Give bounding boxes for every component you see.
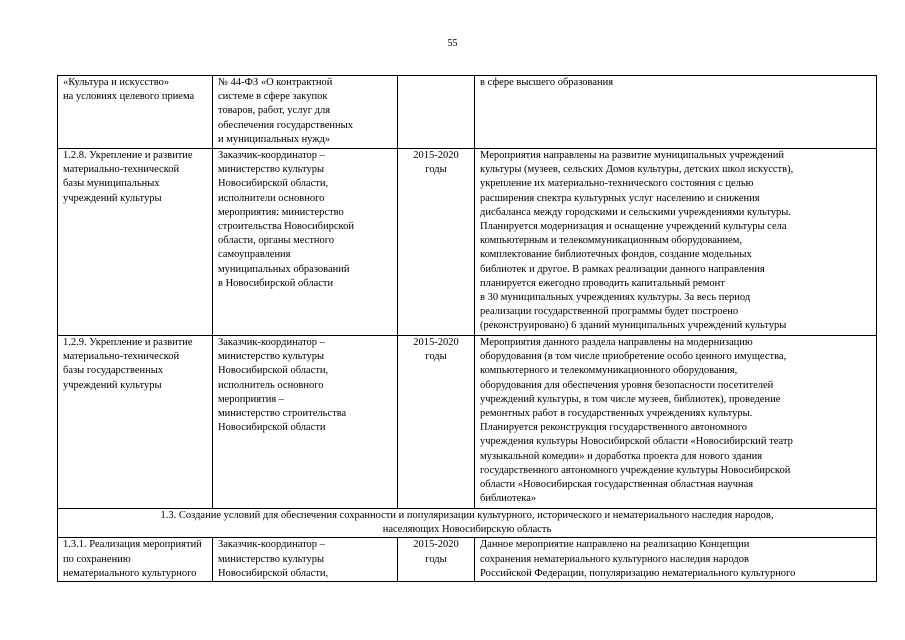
- responsible-cell: Заказчик-координатор – министерство культуры Новосибирской области,: [213, 538, 398, 582]
- measure-cell: 1.3.1. Реализация мероприятий по сохранению нематериального культурного: [58, 538, 213, 582]
- period-cell: 2015-2020 годы: [398, 336, 475, 509]
- measure-cell: 1.2.9. Укрепление и развитие материально-технической базы государственных учреждений культуры: [58, 336, 213, 509]
- table-row: [58, 76, 877, 149]
- responsible-cell: Заказчик-координатор – министерство культуры Новосибирской области, исполнители основного мероприятия: министерство строительства Новосибирской области, органы местного самоуправления муниципальных образований в Новосибирской области: [213, 149, 398, 336]
- table-row: [58, 538, 877, 582]
- description-cell: Данное мероприятие направлено на реализацию Концепции сохранения нематериального культурного наследия народов Российской Федерации, популяризацию нематериального культурного: [475, 538, 877, 582]
- page-number: 55: [447, 38, 458, 49]
- responsible-cell: Заказчик-координатор – министерство культуры Новосибирской области, исполнитель основного мероприятия – министерство строительства Новосибирской области: [213, 336, 398, 509]
- description-cell: Мероприятия направлены на развитие муниципальных учреждений культуры (музеев, сельских Домов культуры, детских школ искусств), укрепление их материально-технического состояния с целью расширения спектра культурных услуг населению и снижения дисбаланса между городскими и сельскими учреждениями культуры. Планируется модернизация и оснащение учреждений культуры села компьютерным и телекоммуникационным оборудованием, комплектование библиотечных фондов, создание модельных библиотек и другое. В рамках реализации данного направления планируется ежегодно проводить капитальный ремонт в 30 муниципальных учреждениях культуры. За весь период реализации государственной программы будет построено (реконструировано) 6 зданий муниципальных учреждений культуры: [475, 149, 877, 336]
- section-row: [58, 509, 877, 538]
- period-cell: [398, 76, 475, 149]
- period-cell: 2015-2020 годы: [398, 538, 475, 582]
- description-cell: Мероприятия данного раздела направлены на модернизацию оборудования (в том числе приобретение особо ценного имущества, компьютерного и телекоммуникационного оборудования, оборудования для обеспечения уровня безопасности посетителей учреждений культуры, в том числе музеев, библиотек), проведение ремонтных работ в государственных учреждениях культуры. Планируется реконструкция государственного автономного учреждения культуры Новосибирской области «Новосибирский театр музыкальной комедии» и доработка проекта для нового здания государственного автономного учреждение культуры Новосибирской области «Новосибирская государственная областная научная библиотека»: [475, 336, 877, 509]
- responsible-cell: № 44-ФЗ «О контрактной системе в сфере закупок товаров, работ, услуг для обеспечения государственных и муниципальных нужд»: [213, 76, 398, 149]
- measure-cell: 1.2.8. Укрепление и развитие материально-технической базы муниципальных учреждений культуры: [58, 149, 213, 336]
- program-table: [57, 75, 877, 582]
- section-heading: 1.3. Создание условий для обеспечения сохранности и популяризации культурного, исторического и нематериального наследия народов, населяющих Новосибирскую область: [58, 509, 877, 538]
- period-cell: 2015-2020 годы: [398, 149, 475, 336]
- measure-cell: «Культура и искусство» на условиях целевого приема: [58, 76, 213, 149]
- table-row: [58, 336, 877, 509]
- table-row: [58, 149, 877, 336]
- description-cell: в сфере высшего образования: [475, 76, 877, 149]
